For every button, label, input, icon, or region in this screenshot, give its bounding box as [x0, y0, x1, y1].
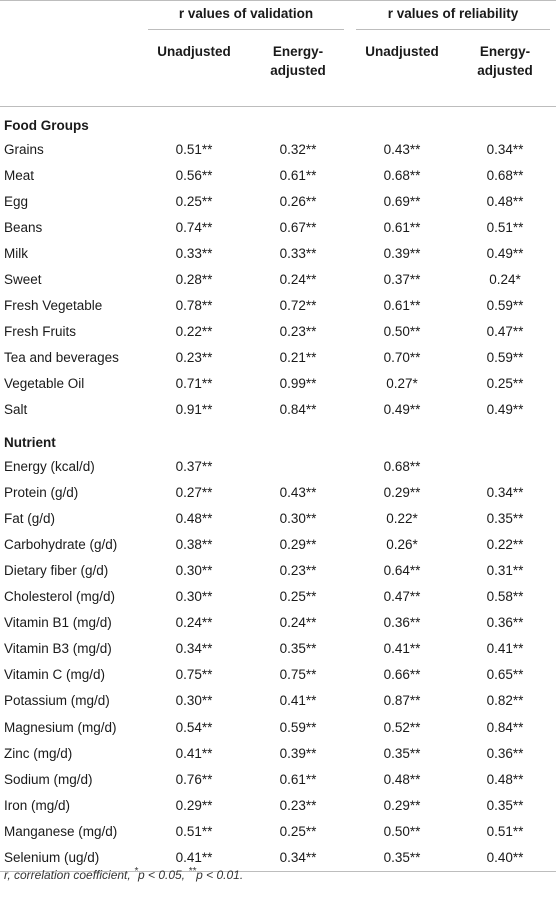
r-value-cell: 0.41** [383, 641, 421, 657]
r-value-cell: 0.24** [279, 615, 317, 631]
r-value-cell: 0.27** [175, 484, 213, 500]
r-value-cell: 0.76** [175, 771, 213, 787]
table-row [0, 818, 556, 844]
table-body [0, 106, 556, 871]
r-value-cell: 0.29** [383, 484, 421, 500]
r-value-cell: 0.65** [486, 667, 524, 683]
r-value-cell: 0.72** [279, 298, 317, 314]
r-value-cell: 0.82** [486, 693, 524, 709]
r-value-cell: 0.41** [486, 641, 524, 657]
r-value-cell: 0.29** [279, 536, 317, 552]
r-value-cell: 0.21** [279, 350, 317, 366]
table-row [0, 610, 556, 636]
r-value-cell: 0.27* [386, 376, 418, 392]
col-header-reliability-unadjusted: Unadjusted [350, 36, 454, 106]
r-value-cell: 0.48** [486, 771, 524, 787]
r-value-cell: 0.58** [486, 589, 524, 605]
r-value-cell: 0.33** [279, 245, 317, 261]
table-row [0, 479, 556, 505]
corner-cell-2 [0, 36, 142, 106]
r-value-cell: 0.22** [486, 536, 524, 552]
r-value-cell: 0.99** [279, 376, 317, 392]
row-label: Carbohydrate (g/d) [4, 536, 118, 552]
row-label: Fresh Fruits [4, 324, 77, 340]
r-value-cell: 0.35** [279, 641, 317, 657]
row-label: Sodium (mg/d) [4, 771, 93, 787]
r-value-cell: 0.38** [175, 536, 213, 552]
r-value-cell: 0.23** [279, 797, 317, 813]
r-value-cell: 0.28** [175, 272, 213, 288]
row-label: Fat (g/d) [4, 510, 56, 526]
table-row [0, 214, 556, 240]
r-value-cell [454, 453, 556, 479]
row-label: Manganese (mg/d) [4, 823, 118, 839]
table-row [0, 162, 556, 188]
r-value-cell: 0.40** [454, 844, 556, 871]
r-value-cell: 0.29** [383, 797, 421, 813]
r-value-cell: 0.84** [486, 719, 524, 735]
r-value-cell: 0.37** [383, 272, 421, 288]
r-value-cell: 0.35** [486, 797, 524, 813]
r-value-cell: 0.36** [486, 745, 524, 761]
r-value-cell: 0.23** [279, 562, 317, 578]
table-row [0, 714, 556, 740]
r-value-cell: 0.47** [486, 324, 524, 340]
r-value-cell: 0.25** [279, 823, 317, 839]
row-label: Magnesium (mg/d) [4, 719, 117, 735]
row-label: Sweet [4, 272, 42, 288]
r-value-cell: 0.49** [486, 245, 524, 261]
r-value-cell: 0.49** [383, 402, 421, 418]
r-value-cell: 0.47** [383, 589, 421, 605]
row-label: Zinc (mg/d) [4, 745, 73, 761]
table-row [0, 688, 556, 714]
r-value-cell: 0.91** [175, 402, 213, 418]
table-row [0, 766, 556, 792]
row-label: Protein (g/d) [4, 484, 79, 500]
r-value-cell: 0.75** [175, 667, 213, 683]
r-value-cell: 0.70** [383, 350, 421, 366]
r-value-cell: 0.29** [175, 797, 213, 813]
row-label: Beans [4, 219, 43, 235]
table-row [0, 188, 556, 214]
row-label: Grains [4, 141, 44, 157]
r-value-cell: 0.56** [175, 167, 213, 183]
r-value-cell: 0.61** [279, 167, 317, 183]
r-value-cell: 0.66** [383, 667, 421, 683]
r-value-cell: 0.31** [486, 562, 524, 578]
table-row [0, 792, 556, 818]
table-row [0, 293, 556, 319]
r-value-cell: 0.74** [175, 219, 213, 235]
row-label: Milk [4, 245, 28, 261]
col-header-validation-unadjusted: Unadjusted [142, 36, 246, 106]
table-row [0, 636, 556, 662]
r-value-cell: 0.43** [279, 484, 317, 500]
row-label: Egg [4, 193, 29, 209]
r-value-cell: 0.22* [386, 510, 418, 526]
r-value-cell: 0.48** [383, 771, 421, 787]
row-label: Tea and beverages [4, 350, 119, 366]
r-value-cell: 0.51** [486, 219, 524, 235]
r-value-cell: 0.59** [486, 298, 524, 314]
table-row [0, 266, 556, 292]
row-label: Cholesterol (mg/d) [4, 589, 116, 605]
r-value-cell: 0.68** [486, 167, 524, 183]
table-row [0, 371, 556, 397]
r-value-cell: 0.26** [279, 193, 317, 209]
r-value-cell: 0.51** [175, 141, 213, 157]
r-value-cell: 0.61** [279, 771, 317, 787]
r-value-cell: 0.30** [175, 693, 213, 709]
section-row [0, 106, 556, 136]
r-value-cell: 0.30** [175, 589, 213, 605]
r-value-cell: 0.61** [383, 298, 421, 314]
r-value-cell: 0.33** [175, 245, 213, 261]
section-title: Food Groups [4, 118, 89, 133]
r-value-cell: 0.35** [383, 745, 421, 761]
r-value-cell: 0.87** [383, 693, 421, 709]
table-footnote: r, correlation coefficient, *p < 0.05, **p < 0.01. [4, 866, 244, 882]
r-value-cell: 0.36** [383, 615, 421, 631]
r-value-cell: 0.35** [350, 844, 454, 871]
r-value-cell: 0.23** [279, 324, 317, 340]
r-value-cell: 0.34** [246, 844, 350, 871]
row-label: Vegetable Oil [4, 376, 85, 392]
r-value-cell: 0.30** [279, 510, 317, 526]
table-row [0, 453, 556, 479]
r-value-cell: 0.34** [486, 484, 524, 500]
table-row [0, 136, 556, 162]
r-value-cell: 0.50** [383, 324, 421, 340]
r-value-cell: 0.41** [279, 693, 317, 709]
r-value-cell: 0.64** [383, 562, 421, 578]
r-value-cell: 0.49** [486, 402, 524, 418]
r-value-cell: 0.50** [383, 823, 421, 839]
r-value-cell: 0.37** [175, 458, 213, 474]
table-row [0, 505, 556, 531]
col-header-reliability-energy-adjusted: Energy- adjusted [454, 36, 556, 106]
section-title: Nutrient [4, 435, 56, 451]
r-value-cell: 0.34** [486, 141, 524, 157]
r-value-cell: 0.32** [279, 141, 317, 157]
r-value-cell: 0.51** [486, 823, 524, 839]
group-header-validation: r values of validation [142, 0, 350, 36]
r-value-cell: 0.51** [175, 823, 213, 839]
table-row [0, 740, 556, 766]
row-label: Energy (kcal/d) [4, 458, 95, 474]
row-label: Salt [4, 402, 28, 418]
table-row [0, 397, 556, 423]
r-value-cell: 0.26* [386, 536, 418, 552]
r-value-cell: 0.34** [175, 641, 213, 657]
r-value-cell: 0.36** [486, 615, 524, 631]
r-value-cell: 0.69** [383, 193, 421, 209]
r-value-cell: 0.25** [279, 589, 317, 605]
r-value-cell: 0.24* [489, 272, 521, 288]
r-value-cell: 0.25** [175, 193, 213, 209]
r-value-cell: 0.48** [175, 510, 213, 526]
sub-header-row [0, 36, 556, 106]
r-value-cell: 0.68** [383, 458, 421, 474]
row-label: Vitamin B3 (mg/d) [4, 641, 112, 657]
r-value-cell: 0.30** [175, 562, 213, 578]
r-value-cell: 0.59** [486, 350, 524, 366]
table-row [0, 531, 556, 557]
r-value-cell: 0.25** [486, 376, 524, 392]
r-value-cell: 0.67** [279, 219, 317, 235]
table-row [0, 240, 556, 266]
r-value-cell: 0.71** [175, 376, 213, 392]
r-value-cell: 0.35** [486, 510, 524, 526]
col-header-validation-energy-adjusted: Energy- adjusted [246, 36, 350, 106]
r-value-cell: 0.78** [175, 298, 213, 314]
r-value-cell: 0.39** [383, 245, 421, 261]
r-value-cell: 0.61** [383, 219, 421, 235]
r-value-cell: 0.52** [383, 719, 421, 735]
row-label: Iron (mg/d) [4, 797, 71, 813]
r-value-cell: 0.75** [279, 667, 317, 683]
table-row [0, 319, 556, 345]
row-label: Potassium (mg/d) [4, 693, 110, 709]
corner-cell [0, 0, 142, 36]
r-value-cell: 0.22** [175, 324, 213, 340]
row-label: Vitamin C (mg/d) [4, 667, 106, 683]
r-value-cell: 0.59** [279, 719, 317, 735]
row-label: Dietary fiber (g/d) [4, 562, 109, 578]
r-value-cell: 0.84** [279, 402, 317, 418]
row-label: Meat [4, 167, 35, 183]
r-value-cell: 0.43** [383, 141, 421, 157]
section-row [0, 423, 556, 453]
r-value-cell: 0.39** [279, 745, 317, 761]
r-value-cell: 0.68** [383, 167, 421, 183]
r-value-cell: 0.41** [142, 844, 246, 871]
r-value-cell: 0.48** [486, 193, 524, 209]
table-row [0, 584, 556, 610]
group-header-row [0, 0, 556, 36]
group-header-reliability: r values of reliability [350, 0, 556, 36]
row-label: Fresh Vegetable [4, 298, 103, 314]
r-value-cell [246, 453, 350, 479]
row-label: Selenium (ug/d) [0, 844, 142, 871]
r-value-cell: 0.41** [175, 745, 213, 761]
table-row [0, 662, 556, 688]
r-value-cell: 0.23** [175, 350, 213, 366]
r-value-cell: 0.24** [175, 615, 213, 631]
r-value-cell: 0.24** [279, 272, 317, 288]
row-label: Vitamin B1 (mg/d) [4, 615, 112, 631]
table-row [0, 345, 556, 371]
table-row [0, 557, 556, 583]
r-value-cell: 0.54** [175, 719, 213, 735]
